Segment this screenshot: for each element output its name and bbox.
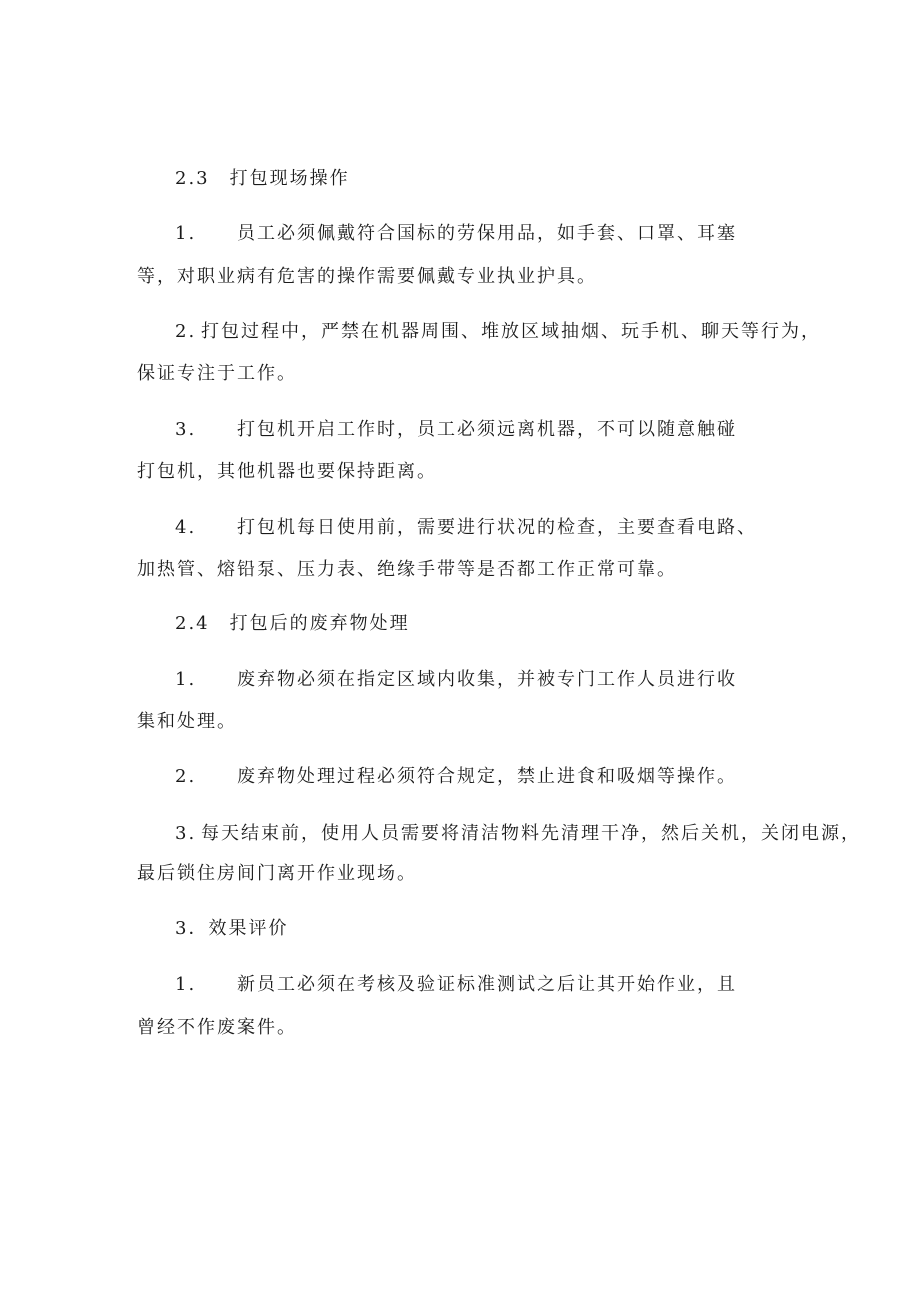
list-item-text-continued: 加热管、熔铅泵、压力表、绝缘手带等是否都工作正常可靠。 [137,559,677,580]
list-item-text-continued: 保证专注于工作。 [137,363,297,384]
list-item-text: 每天结束前，使用人员需要将清洁物料先清理干净，然后关机，关闭电源， [201,823,861,844]
list-item-text-continued: 曾经不作废案件。 [137,1017,297,1038]
section-2-3-heading: 2.3 打包现场操作 [175,168,350,189]
list-item-number: 2. [175,321,197,342]
list-item-number: 1. [175,223,197,244]
section-2-4-heading: 2.4 打包后的废弃物处理 [175,613,410,634]
list-item-number: 3. [175,823,197,844]
list-item-text-continued: 打包机，其他机器也要保持距离。 [137,461,437,482]
list-item-text-continued: 集和处理。 [137,711,237,732]
list-item-text-continued: 最后锁住房间门离开作业现场。 [137,863,417,884]
list-item-text: 新员工必须在考核及验证标准测试之后让其开始作业，且 [237,974,737,995]
list-item-text-continued: 等，对职业病有危害的操作需要佩戴专业执业护具。 [137,266,597,287]
list-item-number: 1. [175,669,197,690]
section-3-heading: 3．效果评价 [175,918,289,939]
list-item-text: 打包机每日使用前，需要进行状况的检查，主要查看电路、 [237,517,757,538]
list-item-number: 3. [175,419,197,440]
list-item-text: 废弃物处理过程必须符合规定，禁止进食和吸烟等操作。 [237,766,737,787]
list-item-text: 员工必须佩戴符合国标的劳保用品，如手套、口罩、耳塞 [237,223,737,244]
list-item-number: 1. [175,974,197,995]
list-item-text: 打包机开启工作时，员工必须远离机器，不可以随意触碰 [237,419,737,440]
list-item-number: 4. [175,517,197,538]
list-item-number: 2. [175,766,197,787]
list-item-text: 打包过程中，严禁在机器周围、堆放区域抽烟、玩手机、聊天等行为， [201,321,821,342]
list-item-text: 废弃物必须在指定区域内收集，并被专门工作人员进行收 [237,669,737,690]
